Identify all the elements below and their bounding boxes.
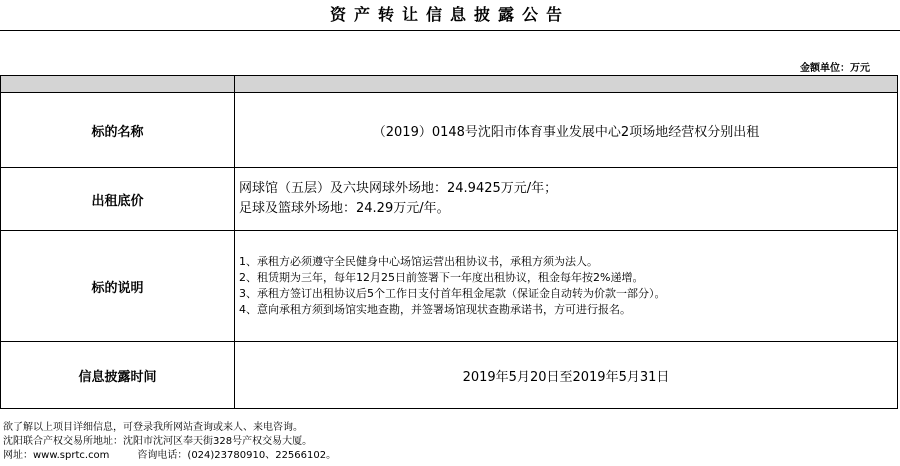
announcement-table	[0, 75, 898, 409]
reserve-price-value	[235, 168, 898, 231]
footer-inquiry-note: 欲了解以上项目详细信息，可登录我所网站查询或来人、来电咨询。	[3, 422, 303, 433]
note-item: 2、租赁期为三年，每年12月25日前签署下一年度出租协议，租金每年按2%递增。	[239, 271, 644, 284]
row-label-disclosure-time: 信息披露时间	[1, 342, 235, 409]
footer-contact-line	[3, 449, 336, 463]
note-item: 3、承租方签订出租协议后5个工作日支付首年租金尾款（保证金自动转为价款一部分）。	[239, 287, 666, 300]
title-divider	[0, 30, 900, 31]
description-value	[235, 231, 898, 342]
footer-phone: 咨询电话：(024)23780910、22566102。	[137, 450, 337, 461]
note-item: 1、承租方必须遵守全民健身中心场馆运营出租协议书，承租方须为法人。	[239, 255, 598, 268]
table-row	[1, 231, 898, 342]
row-label-reserve-price: 出租底价	[1, 168, 235, 231]
page-title: 资产转让信息披露公告	[329, 5, 570, 24]
note-item: 4、意向承租方须到场馆实地查勘，并签署场馆现状查勘承诺书，方可进行报名。	[239, 303, 631, 316]
disclosure-time-value: 2019年5月20日至2019年5月31日	[235, 342, 898, 409]
table-row	[1, 342, 898, 409]
footer-address: 沈阳联合产权交易所地址：沈阳市沈河区奉天街328号产权交易大厦。	[3, 436, 313, 447]
footer-website: 网址：www.sprtc.com	[3, 450, 110, 461]
price-line: 网球馆（五层）及六块网球外场地：24.9425万元/年；	[239, 181, 558, 196]
price-line: 足球及篮球外场地：24.29万元/年。	[239, 201, 450, 216]
row-label-subject: 标的名称	[1, 93, 235, 168]
table-row	[1, 168, 898, 231]
footer	[3, 421, 336, 463]
table-header-row	[1, 76, 898, 93]
row-label-description: 标的说明	[1, 231, 235, 342]
amount-unit-note: 金额单位：万元	[800, 63, 870, 74]
header-cell-label	[1, 76, 235, 93]
table-row	[1, 93, 898, 168]
subject-name-value: （2019）0148号沈阳市体育事业发展中心2项场地经营权分别出租	[235, 93, 898, 168]
header-cell-value	[235, 76, 898, 93]
